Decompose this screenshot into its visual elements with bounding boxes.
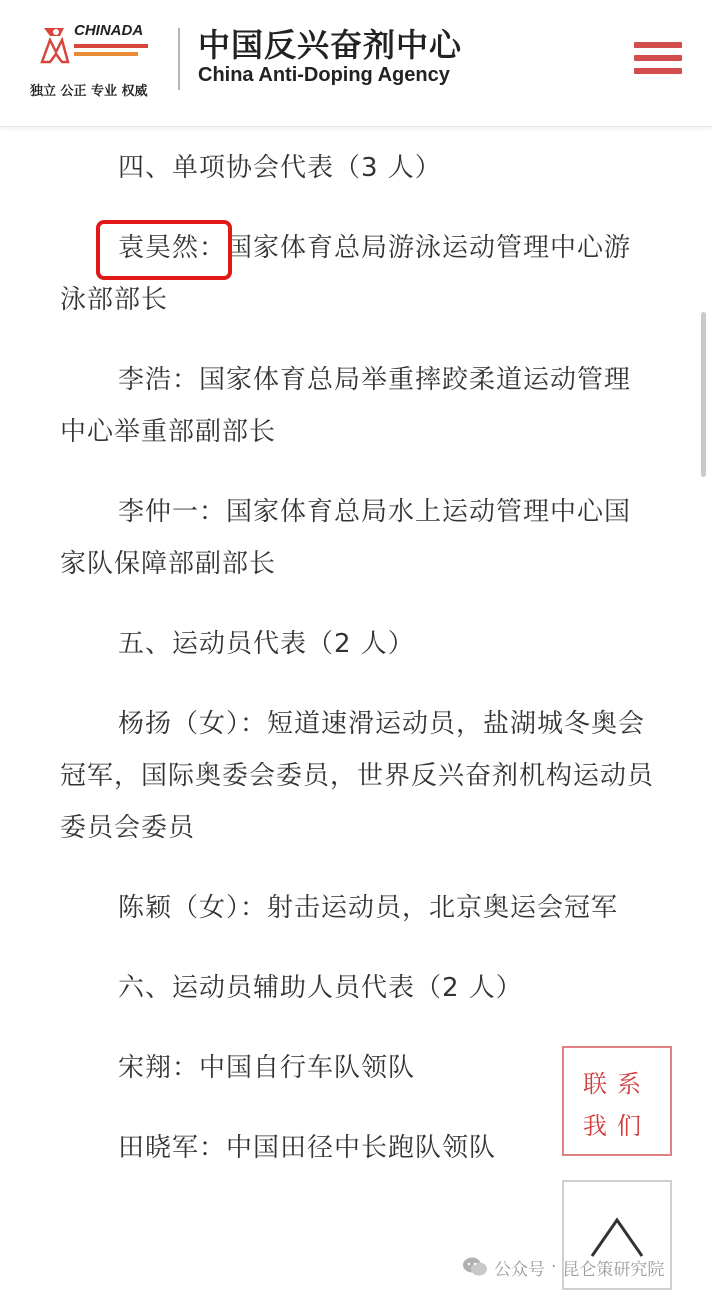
site-header <box>0 0 712 127</box>
member-paragraph: 宋翔：中国自行车队领队 <box>118 1053 416 1083</box>
logo-slogan: 独立 公正 专业 权威 <box>30 84 148 99</box>
header-divider <box>178 28 180 90</box>
member-paragraph: 田晓军：中国田径中长跑队领队 <box>118 1133 497 1163</box>
highlight-box <box>96 220 232 280</box>
section-heading-5: 五、运动员代表（2 人） <box>118 629 415 659</box>
watermark-separator: · <box>551 1257 557 1277</box>
article-content <box>60 128 656 1174</box>
member-paragraph: 杨扬（女）：短道速滑运动员，盐湖城冬奥会冠军，国际奥委会委员，世界反兴奋剂机构运动员委员会委员 <box>60 709 655 843</box>
org-name-cn: 中国反兴奋剂中心 <box>198 26 463 64</box>
member-paragraph: 陈颖（女）：射击运动员，北京奥运会冠军 <box>118 893 619 923</box>
wechat-watermark <box>462 1252 664 1282</box>
member-name-highlighted: 袁昊然： <box>118 233 227 263</box>
wechat-icon <box>462 1256 488 1278</box>
section-heading-6: 六、运动员辅助人员代表（2 人） <box>118 973 523 1003</box>
member-paragraph: 李仲一：国家体育总局水上运动管理中心国家队保障部副部长 <box>60 497 632 579</box>
org-name-en: China Anti-Doping Agency <box>198 64 450 86</box>
contact-us-button[interactable] <box>562 1046 672 1156</box>
scrollbar-thumb[interactable] <box>701 312 706 477</box>
member-description: 国家体育总局游泳运动管理中心游泳部部长 <box>60 233 632 315</box>
section-heading-4: 四、单项协会代表（3 人） <box>118 153 442 183</box>
member-paragraph: 李浩：国家体育总局举重摔跤柔道运动管理中心举重部副部长 <box>60 365 632 447</box>
logo-stripes <box>74 44 148 60</box>
watermark-label: 公众号 <box>494 1259 545 1280</box>
contact-label-line2: 我们 <box>583 1112 651 1140</box>
watermark-account: 昆仑策研究院 <box>562 1259 665 1280</box>
hamburger-menu-icon[interactable] <box>634 42 682 78</box>
contact-label-line1: 联系 <box>583 1070 651 1098</box>
logo-brand-text: CHINADA <box>74 22 144 39</box>
chinada-logo-icon <box>40 22 70 66</box>
